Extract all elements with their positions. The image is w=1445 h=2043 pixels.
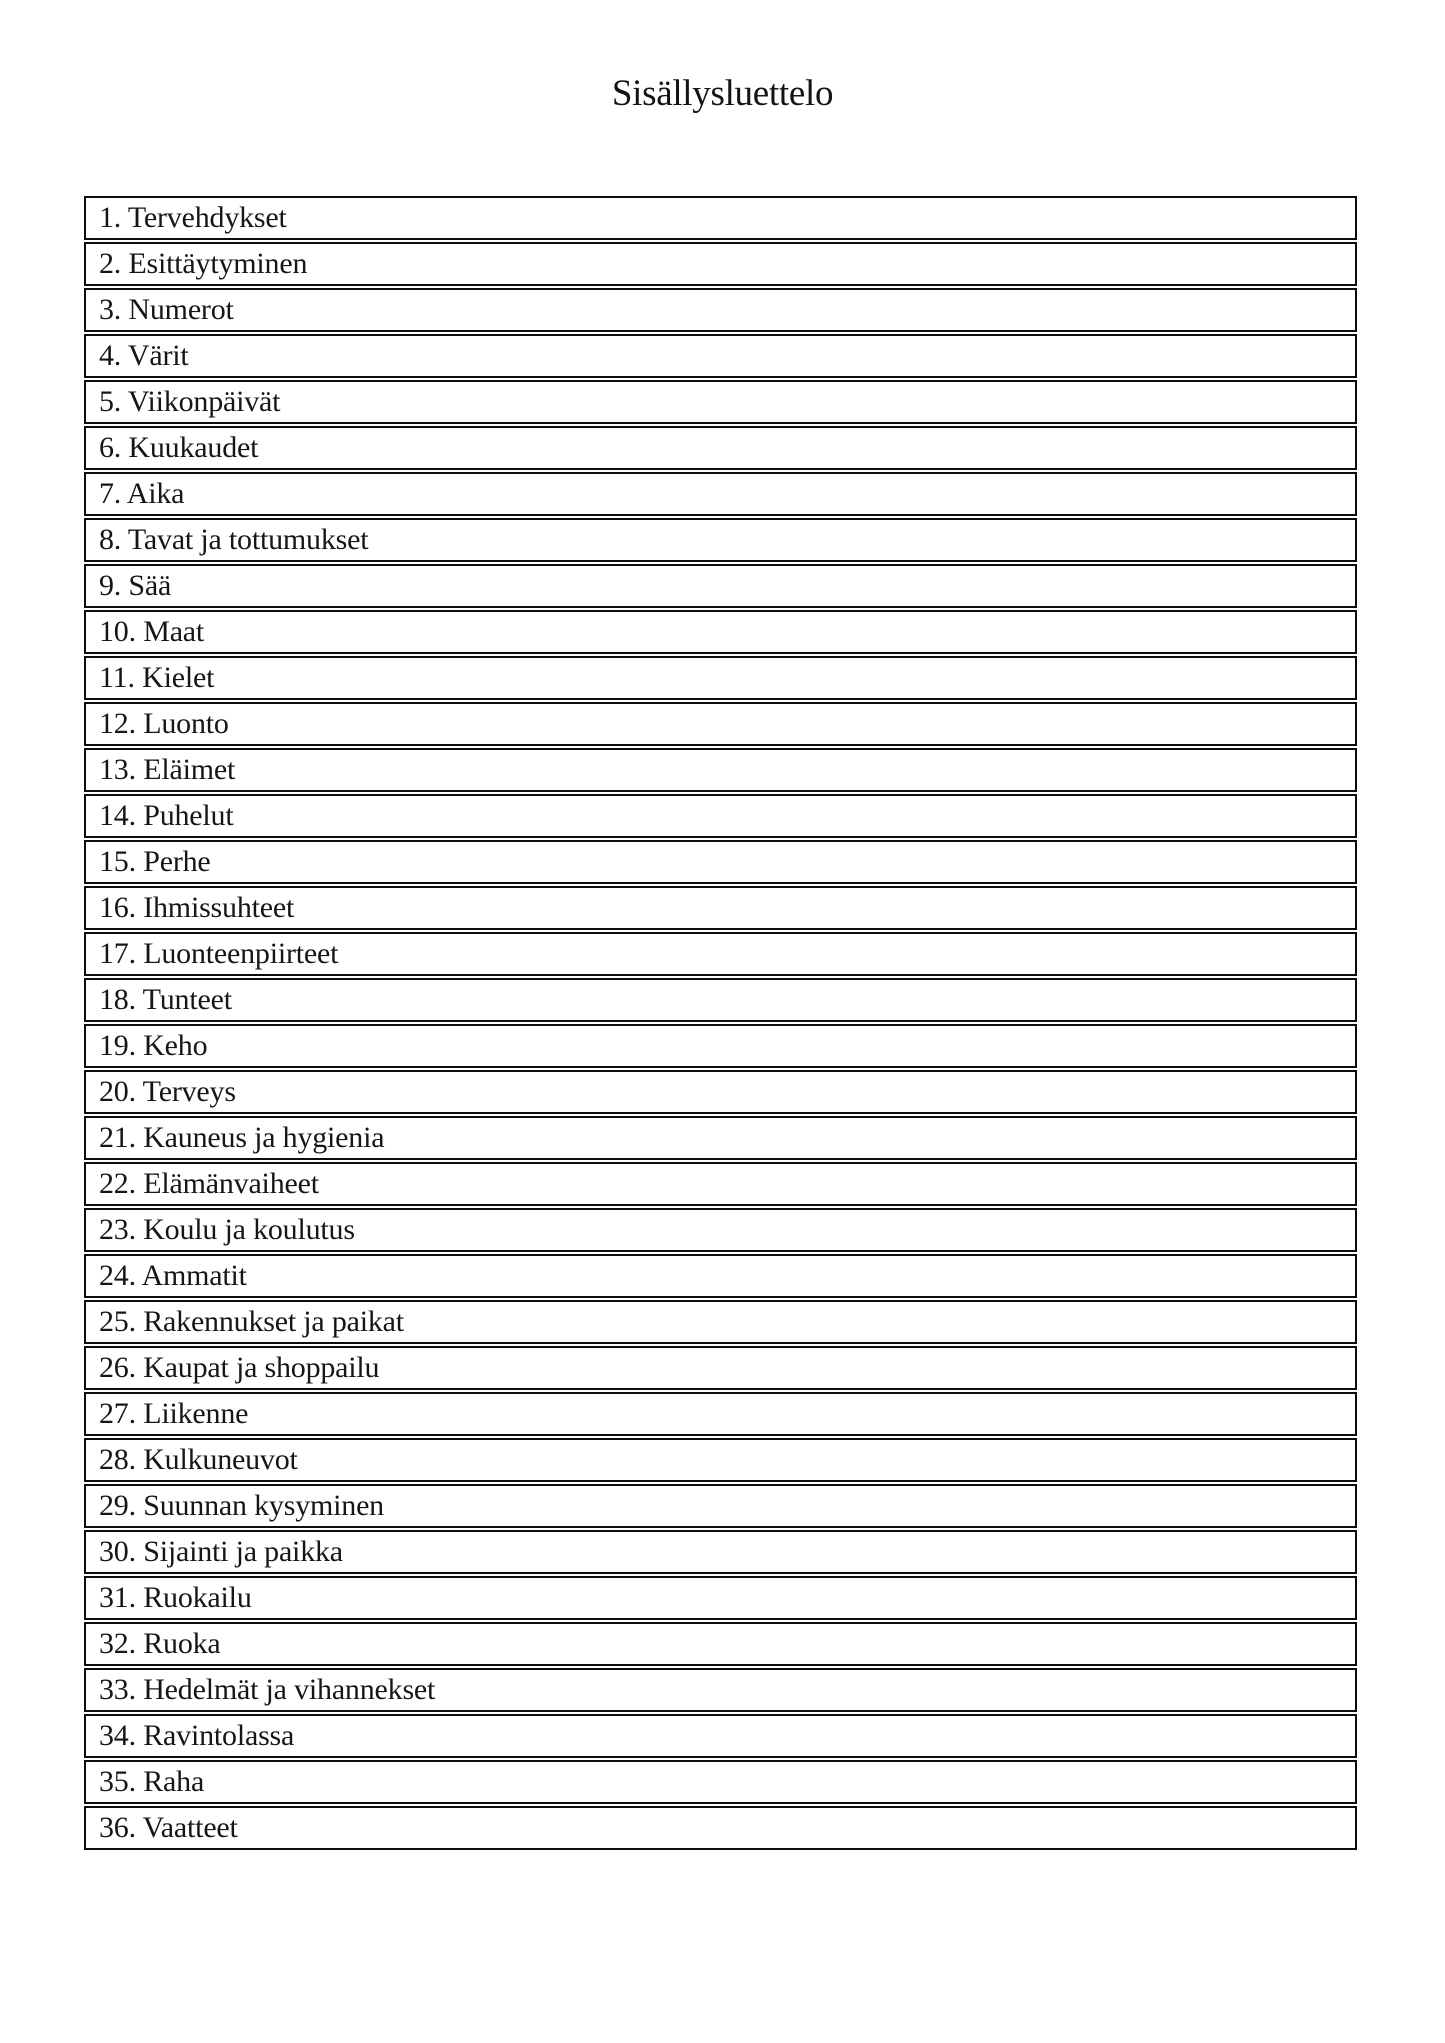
toc-entry-number: 24. [99,1259,136,1292]
toc-entry-number: 22. [99,1167,136,1200]
toc-entry-label: Liikenne [143,1397,249,1430]
toc-row [84,794,1357,838]
toc-row [84,1668,1357,1712]
toc-row [84,1576,1357,1620]
toc-row [84,1162,1357,1206]
toc-row [84,656,1357,700]
toc-row [84,1530,1357,1574]
toc-entry-label: Kauneus ja hygienia [143,1121,385,1154]
toc-entry-label: Sää [128,569,172,602]
toc-entry-label: Elämänvaiheet [143,1167,319,1200]
toc-entry-number: 21. [99,1121,136,1154]
toc-row [84,1254,1357,1298]
table-of-contents [84,196,1357,1852]
toc-entry-label: Tunteet [142,983,232,1016]
toc-entry-number: 3. [99,293,122,326]
toc-entry-label: Esittäytyminen [128,247,308,280]
toc-entry-number: 10. [99,615,136,648]
toc-entry-number: 17. [99,937,136,970]
toc-entry-number: 28. [99,1443,136,1476]
toc-entry-number: 20. [99,1075,136,1108]
toc-entry-number: 27. [99,1397,136,1430]
toc-row [84,426,1357,470]
toc-row [84,1484,1357,1528]
toc-entry-label: Terveys [142,1075,236,1108]
toc-row [84,1438,1357,1482]
toc-entry-number: 12. [99,707,136,740]
toc-entry-label: Puhelut [143,799,234,832]
toc-entry-label: Tavat ja tottumukset [127,523,369,556]
toc-entry-label: Kuukaudet [128,431,259,464]
toc-entry-number: 26. [99,1351,136,1384]
toc-entry-number: 9. [99,569,122,602]
toc-row [84,564,1357,608]
toc-entry-label: Värit [127,339,189,372]
toc-entry-label: Luonteenpiirteet [143,937,339,970]
toc-entry-number: 2. [99,247,122,280]
toc-entry-label: Hedelmät ja vihannekset [143,1673,436,1706]
toc-entry-number: 1. [99,201,122,234]
toc-entry-number: 4. [99,339,122,372]
toc-entry-label: Koulu ja koulutus [143,1213,355,1246]
toc-row [84,978,1357,1022]
toc-row [84,610,1357,654]
toc-row [84,1346,1357,1390]
toc-entry-number: 14. [99,799,136,832]
toc-entry-number: 30. [99,1535,136,1568]
toc-entry-number: 11. [99,661,135,694]
toc-entry-number: 29. [99,1489,136,1522]
toc-entry-label: Ruokailu [143,1581,252,1614]
toc-entry-label: Ruoka [143,1627,221,1660]
toc-row [84,196,1357,240]
toc-entry-label: Kaupat ja shoppailu [143,1351,380,1384]
toc-entry-number: 35. [99,1765,136,1798]
toc-row [84,1208,1357,1252]
toc-row [84,748,1357,792]
toc-entry-number: 25. [99,1305,136,1338]
toc-row [84,840,1357,884]
toc-entry-label: Kulkuneuvot [143,1443,298,1476]
toc-entry-label: Viikonpäivät [127,385,281,418]
toc-entry-label: Kielet [142,661,215,694]
toc-entry-number: 34. [99,1719,136,1752]
toc-entry-label: Tervehdykset [127,201,287,234]
toc-entry-number: 32. [99,1627,136,1660]
toc-entry-label: Aika [126,477,185,510]
toc-row [84,1024,1357,1068]
toc-row [84,1760,1357,1804]
toc-entry-number: 6. [99,431,122,464]
toc-entry-number: 31. [99,1581,136,1614]
toc-row [84,518,1357,562]
toc-entry-number: 13. [99,753,136,786]
toc-row [84,472,1357,516]
toc-row [84,1714,1357,1758]
toc-row [84,334,1357,378]
toc-row [84,288,1357,332]
toc-row [84,1622,1357,1666]
toc-entry-label: Ammatit [141,1259,247,1292]
toc-row [84,1806,1357,1850]
toc-entry-label: Maat [143,615,205,648]
toc-entry-number: 5. [99,385,122,418]
toc-entry-number: 18. [99,983,136,1016]
toc-row [84,932,1357,976]
toc-entry-label: Vaatteet [142,1811,238,1844]
toc-row [84,886,1357,930]
toc-entry-label: Perhe [143,845,211,878]
toc-entry-label: Ihmissuhteet [143,891,295,924]
toc-entry-number: 33. [99,1673,136,1706]
toc-row [84,702,1357,746]
toc-entry-label: Keho [143,1029,208,1062]
toc-row [84,1070,1357,1114]
toc-entry-label: Suunnan kysyminen [143,1489,384,1522]
toc-entry-number: 23. [99,1213,136,1246]
page-title: Sisällysluettelo [611,73,834,114]
toc-entry-label: Luonto [143,707,229,740]
toc-entry-number: 8. [99,523,122,556]
toc-row [84,1300,1357,1344]
toc-entry-label: Rakennukset ja paikat [143,1305,404,1338]
toc-row [84,380,1357,424]
toc-entry-label: Eläimet [143,753,236,786]
toc-entry-label: Ravintolassa [143,1719,295,1752]
toc-entry-label: Sijainti ja paikka [143,1535,343,1568]
toc-entry-label: Raha [143,1765,205,1798]
toc-row [84,1392,1357,1436]
toc-entry-label: Numerot [128,293,234,326]
toc-entry-number: 7. [99,477,122,510]
toc-row [84,1116,1357,1160]
toc-entry-number: 19. [99,1029,136,1062]
toc-row [84,242,1357,286]
toc-entry-number: 16. [99,891,136,924]
toc-entry-number: 36. [99,1811,136,1844]
toc-entry-number: 15. [99,845,136,878]
